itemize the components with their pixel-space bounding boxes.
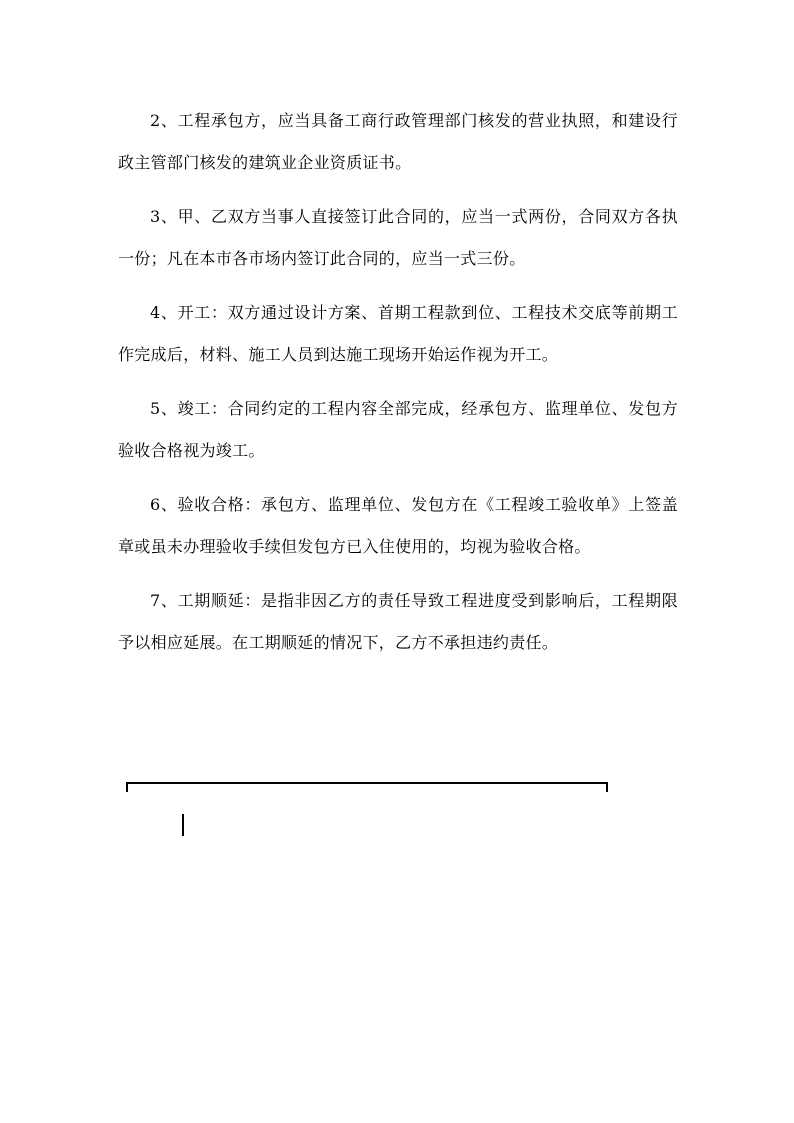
clause-2: 2、工程承包方，应当具备工商行政管理部门核发的营业执照，和建设行政主管部门核发的建筑业企业资质证书。 bbox=[118, 111, 678, 172]
clause-5: 5、竣工：合同约定的工程内容全部完成，经承包方、监理单位、发包方验收合格视为竣工。 bbox=[118, 399, 678, 460]
bracket-divider bbox=[126, 782, 608, 792]
vertical-mark bbox=[182, 814, 184, 836]
clause-7: 7、工期顺延：是指非因乙方的责任导致工程进度受到影响后，工程期限予以相应延展。在工期顺延的情况下，乙方不承担违约责任。 bbox=[118, 591, 678, 652]
clause-4: 4、开工：双方通过设计方案、首期工程款到位、工程技术交底等前期工作完成后，材料、施工人员到达施工现场开始运作视为开工。 bbox=[118, 303, 678, 364]
document-body bbox=[118, 100, 678, 676]
clause-6: 6、验收合格：承包方、监理单位、发包方在《工程竣工验收单》上签盖章或虽未办理验收手续但发包方已入住使用的，均视为验收合格。 bbox=[118, 495, 678, 556]
clause-3: 3、甲、乙双方当事人直接签订此合同的，应当一式两份，合同双方各执一份；凡在本市各市场内签订此合同的，应当一式三份。 bbox=[118, 207, 678, 268]
